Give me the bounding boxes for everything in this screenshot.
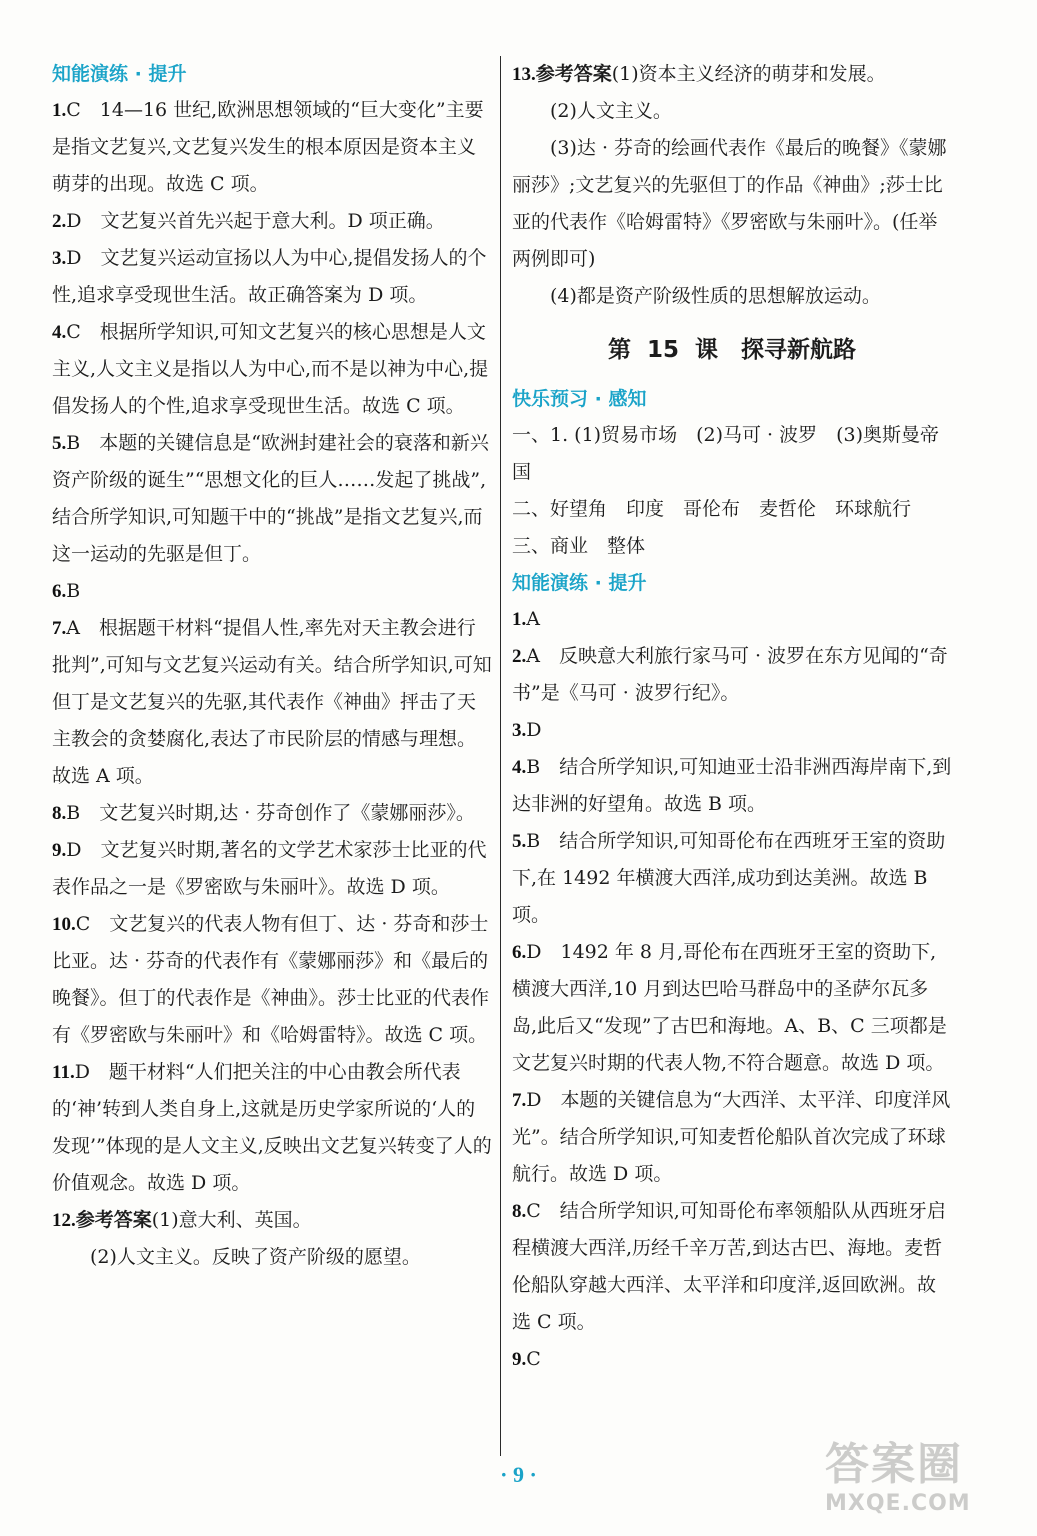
answer-item: 6.B	[52, 580, 81, 602]
answer-sub: (3)达 · 芬奇的绘画代表作《最后的晚餐》《蒙娜丽莎》;文艺复兴的先驱但丁的作品《神曲》;莎士比亚的代表作《哈姆雷特》《罗密欧与朱丽叶》。(任举两例即可)	[512, 137, 947, 270]
answer-sub: (4)都是资产阶级性质的思想解放运动。	[550, 285, 881, 307]
answer-item: 7.A 根据题干材料“提倡人性,率先对天主教会进行批判”,可知与文艺复兴运动有关。结合所学知识,可知但丁是文艺复兴的先驱,其代表作《神曲》抨击了天主教会的贪婪腐化,表达了市民阶层的情感与理想。故选 A 项。	[52, 617, 492, 787]
answer-item: 7.D 本题的关键信息为“大西洋、太平洋、印度洋风光”。结合所学知识,可知麦哲伦船队首次完成了环球航行。故选 D 项。	[512, 1089, 951, 1185]
answer-item: 5.B 结合所学知识,可知哥伦布在西班牙王室的资助下,在 1492 年横渡大西洋,成功到达美洲。故选 B 项。	[512, 830, 946, 926]
answer-item: 1.A	[512, 608, 540, 630]
answer-item: 6.D 1492 年 8 月,哥伦布在西班牙王室的资助下,横渡大西洋,10 月到达巴哈马群岛中的圣萨尔瓦多岛,此后又“发现”了古巴和海地。A、B、C 三项都是文艺复兴时期的代表人物,不符合题意。故选 D 项。	[512, 941, 947, 1074]
section-heading-preview: 快乐预习 · 感知	[512, 388, 647, 410]
left-column	[52, 56, 492, 1276]
answer-item: 11.D 题干材料“人们把关注的中心由教会所代表的‘神’转到人类自身上,这就是历史学家所说的‘人的发现’”体现的是人文主义,反映出文艺复兴转变了人的价值观念。故选 D 项。	[52, 1061, 492, 1194]
watermark-url: MXQE.COM	[825, 1491, 971, 1516]
preview-line: 三、商业 整体	[512, 535, 646, 557]
answer-item-13: 13.参考答案(1)资本主义经济的萌芽和发展。	[512, 63, 886, 85]
answer-item-12: 12.参考答案(1)意大利、英国。	[52, 1209, 312, 1231]
answer-item: 3.D 文艺复兴运动宣扬以人为中心,提倡发扬人的个性,追求享受现世生活。故正确答案为 D 项。	[52, 247, 487, 306]
reference-answer-label: 参考答案	[75, 1209, 152, 1231]
column-divider	[500, 56, 501, 1456]
preview-line: 二、好望角 印度 哥伦布 麦哲伦 环球航行	[512, 498, 912, 520]
answer-item: 3.D	[512, 719, 542, 741]
reference-answer-label: 参考答案	[535, 63, 612, 85]
page-number: · 9 ·	[500, 1462, 537, 1487]
answer-item: 8.B 文艺复兴时期,达 · 芬奇创作了《蒙娜丽莎》。	[52, 802, 475, 824]
watermark-logo	[825, 1440, 1025, 1530]
preview-line: 一、1. (1)贸易市场 (2)马可 · 波罗 (3)奥斯曼帝国	[512, 424, 940, 483]
answer-item: 8.C 结合所学知识,可知哥伦布率领船队从西班牙启程横渡大西洋,历经千辛万苦,到达古巴、海地。麦哲伦船队穿越大西洋、太平洋和印度洋,返回欧洲。故选 C 项。	[512, 1200, 946, 1333]
answer-item: 2.A 反映意大利旅行家马可 · 波罗在东方见闻的“奇书”是《马可 · 波罗行纪》。	[512, 645, 948, 704]
section-heading-practice: 知能演练 · 提升	[52, 63, 187, 85]
answer-item: 2.D 文艺复兴首先兴起于意大利。D 项正确。	[52, 210, 445, 232]
answer-sub: (2)人文主义。反映了资产阶级的愿望。	[90, 1246, 421, 1268]
answer-item: 9.C	[512, 1348, 541, 1370]
watermark-chars: 答案圈	[825, 1439, 963, 1490]
answer-item: 4.B 结合所学知识,可知迪亚士沿非洲西海岸南下,到达非洲的好望角。故选 B 项。	[512, 756, 952, 815]
answer-item: 5.B 本题的关键信息是“欧洲封建社会的衰落和新兴资产阶级的诞生”“思想文化的巨人……发起了挑战”,结合所学知识,可知题干中的“挑战”是指文艺复兴,而这一运动的先驱是但丁。	[52, 432, 489, 565]
section-heading-practice: 知能演练 · 提升	[512, 572, 647, 594]
answer-item: 4.C 根据所学知识,可知文艺复兴的核心思想是人文主义,人文主义是指以人为中心,而不是以神为中心,提倡发扬人的个性,追求享受现世生活。故选 C 项。	[52, 321, 489, 417]
answer-item: 9.D 文艺复兴时期,著名的文学艺术家莎士比亚的代表作品之一是《罗密欧与朱丽叶》。故选 D 项。	[52, 839, 487, 898]
lesson-title: 第 15 课 探寻新航路	[607, 337, 857, 363]
right-column	[512, 56, 952, 1378]
answer-item: 1.C 14—16 世纪,欧洲思想领域的“巨大变化”主要是指文艺复兴,文艺复兴发生的根本原因是资本主义萌芽的出现。故选 C 项。	[52, 99, 484, 195]
answer-sub: (2)人文主义。	[550, 100, 672, 122]
answer-item: 10.C 文艺复兴的代表人物有但丁、达 · 芬奇和莎士比亚。达 · 芬奇的代表作有《蒙娜丽莎》和《最后的晚餐》。但丁的代表作是《神曲》。莎士比亚的代表作有《罗密欧与朱丽叶》和《哈姆雷特》。故选 C 项。	[52, 913, 490, 1046]
